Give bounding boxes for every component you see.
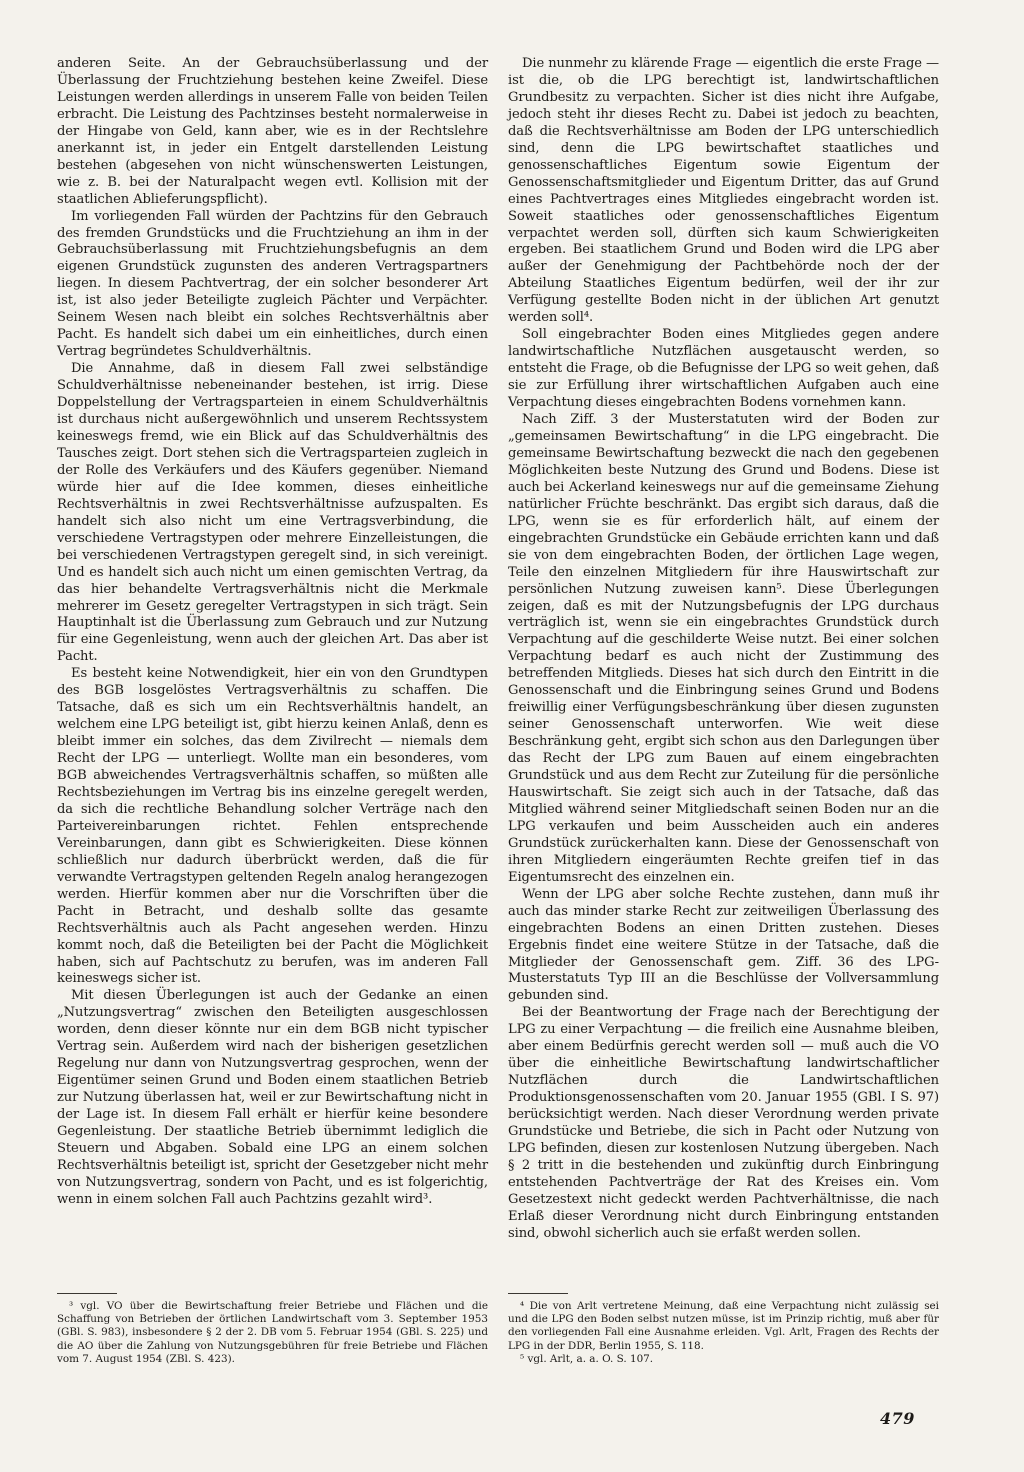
right-text-column xyxy=(508,56,939,1243)
footnotes-right xyxy=(508,1293,939,1366)
footnote-3: ³ vgl. VO über die Bewirtschaftung freier Betriebe und Flächen und die Schaffung von Betrieben der örtlichen Landwirtschaft vom 3. September 1953 (GBl. S. 983), insbesondere § 2 der 2. DB vom 5. Februar 1954 (GBl. S. 225) und die AO über die Zahlung von Nutzungsgebühren für freie Betriebe und Flächen vom 7. August 1954 (ZBl. S. 423). xyxy=(57,1300,488,1365)
paragraph: Im vorliegenden Fall würden der Pachtzins für den Gebrauch des fremden Grundstücks und die Fruchtziehung an ihm in der Gebrauchsüberlassung mit Fruchtziehungsbefugnis an dem eigenen Grundstück zugunsten des anderen Vertragspartners liegen. In diesem Pachtvertrag, der ein solcher besonderer Art ist, ist also jeder Beteiligte zugleich Pächter und Verpächter. Seinem Wesen nach bleibt ein solches Rechtsverhältnis aber Pacht. Es handelt sich dabei um ein einheitliches, durch einen Vertrag begründetes Schuldverhältnis. xyxy=(57,208,488,360)
paragraph: Bei der Beantwortung der Frage nach der Berechtigung der LPG zu einer Verpachtung — die freilich eine Ausnahme bleiben, aber einem Bedürfnis gerecht werden soll — muß auch die VO über die einheitliche Bewirtschaftung landwirtschaftlicher Nutzflächen durch die Landwirtschaftlichen Produktionsgenossenschaften vom 20. Januar 1955 (GBl. I S. 97) berücksichtigt werden. Nach dieser Verordnung werden private Grundstücke und Betriebe, die sich in Pacht oder Nutzung von LPG befinden, diesen zur kostenlosen Nutzung übergeben. Nach § 2 tritt in die bestehenden und zukünftig durch Einbringung entstehenden Pachtverträge der Rat des Kreises ein. Vom Gesetzestext nicht gedeckt werden Pachtverhältnisse, die nach Erlaß dieser Verordnung nicht durch Einbringung entstanden sind, obwohl sicherlich auch sie erfaßt werden sollen. xyxy=(508,1005,939,1241)
paragraph: Wenn der LPG aber solche Rechte zustehen, dann muß ihr auch das minder starke Recht zur zeitweiligen Überlassung des eingebrachten Bodens an einen Dritten zustehen. Dieses Ergebnis findet eine weitere Stütze in der Tatsache, daß die Mitglieder der Genossenschaft gem. Ziff. 36 des LPG-Musterstatuts Typ III an die Beschlüsse der Vollversammlung gebunden sind. xyxy=(508,886,939,1004)
footnote-5: ⁵ vgl. Arlt, a. a. O. S. 107. xyxy=(520,1352,654,1365)
paragraph: Nach Ziff. 3 der Musterstatuten wird der Boden zur „gemeinsamen Bewirtschaftung“ in die LPG eingebracht. Die gemeinsame Bewirtschaftung bezweckt die nach den gegebenen Möglichkeiten beste Nutzung des Grund und Bodens. Diese ist auch bei Ackerland keineswegs nur auf die gemeinsame Ziehung natürlicher Früchte beschränkt. Das ergibt sich daraus, daß die LPG, wenn sie es für erforderlich hält, auf einem der eingebrachten Grundstücke ein Gebäude errichten kann und daß sie von dem eingebrachten Boden, der örtlichen Lage wegen, Teile den einzelnen Mitgliedern für ihre Hauswirtschaft zur persönlichen Nutzung zuweisen kann⁵. Diese Überlegungen zeigen, daß es mit der Nutzungsbefugnis der LPG durchaus verträglich ist, wenn sie ein eingebrachtes Grundstück durch Verpachtung auf die geschilderte Weise nutzt. Bei einer solchen Verpachtung bedarf es auch nicht der Zustimmung des betreffenden Mitglieds. Dieses hat sich durch den Eintritt in die Genossenschaft und die Einbringung seines Grund und Bodens freiwillig einer Verfügungsbeschränkung über diesen zugunsten seiner Genossenschaft unterworfen. Wie weit diese Beschränkung geht, ergibt sich schon aus den Darlegungen über das Recht der LPG zum Bauen auf einem eingebrachten Grundstück und aus dem Recht zur Zuteilung für die persönliche Hauswirtschaft. Sie zeigt sich auch in der Tatsache, daß das Mitglied während seiner Mitgliedschaft seinen Boden nur an die LPG verkaufen und beim Ausscheiden auch ein anderes Grundstück zurückerhalten kann. Diese der Genossenschaft von ihren Mitgliedern eingeräumten Rechte greifen tief in das Eigentumsrecht des einzelnen ein. xyxy=(508,412,939,885)
paragraph: Die Annahme, daß in diesem Fall zwei selbständige Schuldverhältnisse nebeneinander bestehen, ist irrig. Diese Doppelstellung der Vertragsparteien in einem Schuldverhältnis ist durchaus nicht außergewöhnlich und unserem Rechtssystem keineswegs fremd, wie ein Blick auf das Schuldverhältnis des Tausches zeigt. Dort stehen sich die Vertragsparteien zugleich in der Rolle des Verkäufers und des Käufers gegenüber. Niemand würde hier auf die Idee kommen, dieses einheitliche Rechtsverhältnis in zwei Rechtsverhältnisse aufzuspalten. Es handelt sich also nicht um eine Vertragsverbindung, die verschiedene Vertragstypen oder mehrere Einzelleistungen, die bei verschiedenen Vertragstypen geregelt sind, in sich vereinigt. Und es handelt sich auch nicht um einen gemischten Vertrag, da das hier behandelte Vertragsverhältnis nicht die Merkmale mehrerer im Gesetz geregelter Vertragstypen in sich trägt. Sein Hauptinhalt ist die Überlassung zum Gebrauch und zur Nutzung für eine Gegenleistung, wenn auch der gleichen Art. Das aber ist Pacht. xyxy=(57,361,488,665)
paragraph: Die nunmehr zu klärende Frage — eigentlich die erste Frage — ist die, ob die LPG berechtigt ist, landwirtschaftlichen Grundbesitz zu verpachten. Sicher ist dies nicht ihre Aufgabe, jedoch steht ihr dieses Recht zu. Dabei ist jedoch zu beachten, daß die Rechtsverhältnisse am Boden der LPG unterschiedlich sind, denn die LPG bewirtschaftet staatliches und genossenschaftliches Eigentum sowie Eigentum der Genossenschaftsmitglieder und Eigentum Dritter, das auf Grund eines Pachtvertrages eines Mitgliedes eingebracht worden ist. Soweit staatliches oder genossenschaftliches Eigentum verpachtet werden soll, dürften sich kaum Schwierigkeiten ergeben. Bei staatlichem Grund und Boden wird die LPG aber außer der Genehmigung der Pachtbehörde noch der der Abteilung Staatliches Eigentum bedürfen, weil der ihr zur Verfügung gestellte Boden nicht in der üblichen Art genutzt werden soll⁴. xyxy=(508,56,939,326)
footnote-divider xyxy=(508,1293,568,1294)
page-number: 479 xyxy=(880,1409,915,1428)
paragraph: anderen Seite. An der Gebrauchsüberlassung und der Überlassung der Fruchtziehung bestehen keine Zweifel. Diese Leistungen werden allerdings in unserem Falle von beiden Teilen erbracht. Die Leistung des Pachtzinses besteht normalerweise in der Hingabe von Geld, kann aber, wie es in der Rechtslehre anerkannt ist, in jeder ein Entgelt darstellenden Leistung bestehen (abgesehen von nicht wünschenswerten Leistungen, wie z. B. bei der Naturalpacht wegen evtl. Kollision mit der staatlichen Ablieferungspflicht). xyxy=(57,56,488,207)
paragraph: Mit diesen Überlegungen ist auch der Gedanke an einen „Nutzungsvertrag“ zwischen den Beteiligten ausgeschlossen worden, denn dieser könnte nur ein dem BGB nicht typischer Vertrag sein. Außerdem wird nach der bisherigen gesetzlichen Regelung nur dann von Nutzungsvertrag gesprochen, wenn der Eigentümer seinen Grund und Boden einem staatlichen Betrieb zur Nutzung überlassen hat, weil er zur Bewirtschaftung nicht in der Lage ist. In diesem Fall erhält er hierfür keine besondere Gegenleistung. Der staatliche Betrieb übernimmt lediglich die Steuern und Abgaben. Sobald eine LPG an einem solchen Rechtsverhältnis beteiligt ist, spricht der Gesetzgeber nicht mehr von Nutzungsvertrag, sondern von Pacht, und es ist folgerichtig, wenn in einem solchen Fall auch Pachtzins gezahlt wird³. xyxy=(57,988,488,1207)
footnotes-left xyxy=(57,1293,488,1366)
paragraph: Soll eingebrachter Boden eines Mitgliedes gegen andere landwirtschaftliche Nutzflächen ausgetauscht werden, so entsteht die Frage, ob die Befugnisse der LPG so weit gehen, daß sie zur Erfüllung ihrer wirtschaftlichen Aufgaben auch eine Verpachtung dieses eingebrachten Bodens vornehmen kann. xyxy=(508,327,939,411)
paragraph: Es besteht keine Notwendigkeit, hier ein von den Grundtypen des BGB losgelöstes Vertragsverhältnis zu schaffen. Die Tatsache, daß es sich um ein Rechtsverhältnis handelt, an welchem eine LPG beteiligt ist, gibt hierzu keinen Anlaß, denn es bleibt immer ein solches, das dem Zivilrecht — niemals dem Recht der LPG — unterliegt. Wollte man ein besonderes, vom BGB abweichendes Vertragsverhältnis schaffen, so müßten alle Rechtsbeziehungen im Vertrag bis ins einzelne geregelt werden, da sich die rechtliche Behandlung solcher Verträge nach den Parteivereinbarungen richtet. Fehlen entsprechende Vereinbarungen, dann gibt es Schwierigkeiten. Diese können schließlich nur dadurch überbrückt werden, daß die für verwandte Vertragstypen geltenden Regeln analog herangezogen werden. Hierfür kommen aber nur die Vorschriften über die Pacht in Betracht, und deshalb sollte das gesamte Rechtsverhältnis auch als Pacht angesehen werden. Hinzu kommt noch, daß die Beteiligten bei der Pacht die Möglichkeit haben, sich auf Pachtschutz zu berufen, was im anderen Fall keineswegs sicher ist. xyxy=(57,666,488,987)
footnote-divider xyxy=(57,1293,117,1294)
footnote-4: ⁴ Die von Arlt vertretene Meinung, daß eine Verpachtung nicht zulässig sei und die LPG den Boden selbst nutzen müsse, ist im Prinzip richtig, muß aber für den vorliegenden Fall eine Ausnahme erleiden. Vgl. Arlt, Fragen des Rechts der LPG in der DDR, Berlin 1955, S. 118. xyxy=(508,1300,939,1352)
left-text-column xyxy=(57,56,488,1209)
